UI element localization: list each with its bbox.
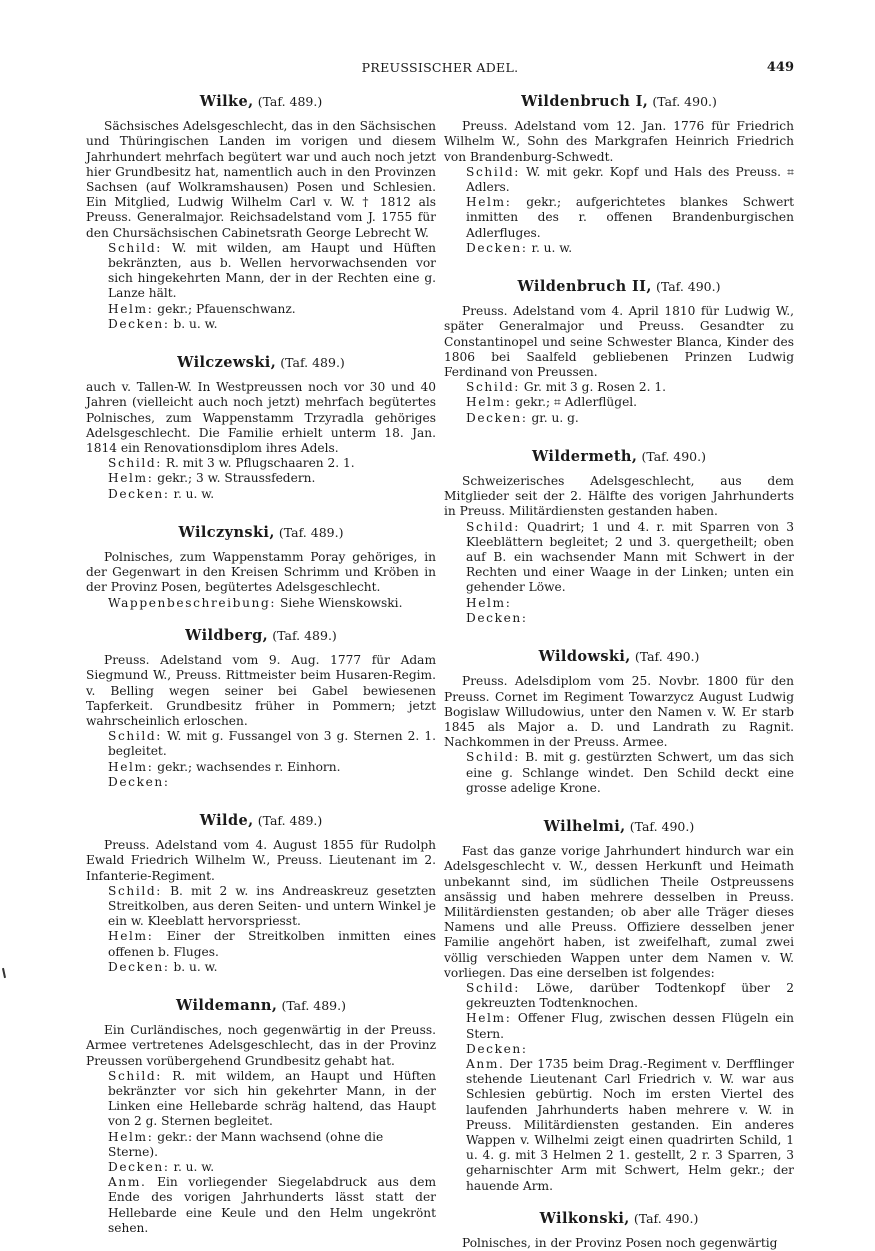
entry-text: Preuss. Adelstand vom 4. April 1810 für Ludwig W., später Generalmajor und Preuss. Gesandter zu Constantinopel und seine Schwester Blanca, Kinder des 1806 bei Saalfeld gebliebenen Prinzen Ludwig Ferdinand von Preussen. [444, 304, 794, 380]
entry-plate-ref: (Taf. 489.) [280, 355, 345, 371]
entry-name: Wilhelmi, [543, 817, 626, 835]
entry-text: Preuss. Adelstand vom 9. Aug. 1777 für Adam Siegmund W., Preuss. Rittmeister beim Husaren-Regim. v. Belling wegen seiner bei Gabel bewiesenen Tapferkeit. Grundbesitz früher in Pommern; jetzt wahrscheinlich erloschen. [86, 653, 436, 728]
entry-name: Wildemann, [176, 996, 278, 1014]
entry-plate-ref: (Taf. 489.) [257, 94, 323, 109]
note-text: Der 1735 beim Drag.-Regiment v. Derfflinger stehende Lieutenant Carl Friedrich v. W. war aus Schlesien gebürtig. Noch im ersten Viertel des laufenden Jahrhunderts haben mehrere v. W. in Preuss. Militärdiensten gestanden. Ein anderes Wappen v. Wilhelmi zeigt einen quadrirten Schild, 1 u. 4. g. mit 3 Helmen 2 1. gestellt, 2 r. 3 Sparren, 3 geharnischter Arm mit Schwert, Helm gekr.; der hauende Arm. [466, 1056, 794, 1193]
label-helm: Helm: [466, 395, 512, 410]
decken-line [108, 775, 436, 790]
shield-line [108, 456, 436, 471]
entry-name: Wilczewski, [177, 354, 277, 372]
entry-name: Wildenbruch I, [521, 93, 649, 110]
label-decken: Decken: [466, 1041, 528, 1056]
entry-text: Ein Curländisches, noch gegenwärtig in der Preuss. Armee vertretenes Adelsgeschlecht, das in der Provinz Preussen vorübergehend Grundbesitz gehabt hat. [86, 1023, 436, 1068]
entry-plate-ref: (Taf. 490.) [655, 279, 721, 295]
label-decken: Decken: [466, 610, 528, 625]
label-helm: Helm: [466, 595, 512, 610]
shield-text: Quadrirt; 1 und 4. r. mit Sparren von 3 Kleeblättern begleitet; 2 und 3. quergetheilt; oben auf B. ein wachsender Mann mit Schwert in der Rechten und einer Waage in der Linken; unten ein gehender Löwe. [466, 519, 794, 595]
label-anm: Anm. [108, 1175, 147, 1190]
decken-line [466, 241, 794, 256]
entry-wildenbruch-2 [444, 279, 794, 426]
entry-wildermeth [444, 449, 794, 626]
arms-description-text: Siehe Wienskowski. [279, 595, 403, 610]
note-line [466, 1057, 794, 1194]
entry-plate-ref: (Taf. 489.) [278, 524, 344, 540]
entry-heading [86, 94, 436, 110]
entry-wilke [86, 94, 436, 332]
label-schild: Schild: [108, 456, 162, 471]
label-helm: Helm: [466, 195, 512, 210]
label-decken: Decken: [466, 240, 528, 255]
entry-text: Polnisches, in der Provinz Posen noch gegenwärtig [462, 1236, 778, 1250]
entry-name: Wildowski, [538, 648, 631, 666]
entry-name: Wildberg, [185, 626, 269, 644]
entry-text: Preuss. Adelsdiplom vom 25. Novbr. 1800 für den Preuss. Cornet im Regiment Towarzycz August Ludwig Bogislaw Willudowius, unter den Namen v. W. Er starb 1845 als Major a. D. und Landrath zu Ragnit. Nachkommen in der Preuss. Armee. [444, 674, 794, 750]
label-helm: Helm: [108, 301, 154, 316]
helm-text: gekr.; Pfauenschwanz. [157, 301, 296, 316]
helm-text: gekr.; wachsendes r. Einhorn. [157, 759, 341, 774]
left-column [86, 92, 436, 1236]
entry-wilkonski [444, 1211, 794, 1251]
entry-text: Fast das ganze vorige Jahrhundert hindurch war ein Adelsgeschlecht v. W., dessen Herkunft und Heimath unbekannt sind, im südlichen Theile Ostpreussens ansässig und haben mehrere desselben in Preuss. Militärdiensten gestanden; ob aber alle Träger dieses Namens und alle Preuss. Offiziere desselben jener Familie angehört haben, ist zweifelhaft, zumal zwei völlig verschieden Wappen unter dem Namen v. W. vorliegen. Das eine derselben ist folgendes: [444, 844, 794, 980]
helm-line [466, 596, 794, 611]
entry-heading [86, 628, 436, 644]
label-schild: Schild: [108, 1068, 162, 1083]
entry-wildowski [444, 649, 794, 796]
entry-name: Wilde, [199, 811, 254, 829]
label-schild: Schild: [108, 883, 162, 898]
entry-name: Wildenbruch II, [517, 278, 652, 296]
entry-heading [444, 94, 794, 110]
label-decken: Decken: [108, 486, 170, 501]
decken-line [466, 1042, 794, 1057]
entry-plate-ref: (Taf. 490.) [652, 94, 717, 109]
note-line [108, 1175, 436, 1236]
entry-text: Polnisches, zum Wappenstamm Poray gehöriges, in der Gegenwart in den Kreisen Schrimm und Kröben in der Provinz Posen, begütertes Adelsgeschlecht. [86, 550, 436, 595]
shield-line [108, 241, 436, 302]
helm-text: gekr.: der Mann wachsend (ohne die Sterne). [108, 1129, 384, 1159]
label-helm: Helm: [108, 471, 154, 486]
entry-plate-ref: (Taf. 489.) [257, 812, 323, 828]
decken-text: r. u. w. [173, 486, 215, 501]
entry-plate-ref: (Taf. 490.) [641, 448, 706, 464]
shield-text: W. mit wilden, am Haupt und Hüften bekränzten, aus b. Wellen hervorwachsenden vor sich hingekehrten Mann, der in der Rechten eine g. Lanze hält. [108, 240, 436, 301]
label-anm: Anm. [466, 1056, 505, 1071]
shield-line [466, 165, 794, 195]
entry-plate-ref: (Taf. 490.) [629, 818, 695, 834]
helm-line [466, 395, 794, 410]
entry-heading [444, 279, 794, 295]
entry-wildemann [86, 998, 436, 1236]
entry-text: Schweizerisches Adelsgeschlecht, aus dem Mitglieder seit der 2. Hälfte des vorigen Jahrhunderts in Preuss. Militärdiensten gestanden haben. [444, 474, 794, 519]
helm-text: gekr.; 3 w. Straussfedern. [157, 471, 316, 486]
entry-text: Sächsisches Adelsgeschlecht, das in den Sächsischen und Thüringischen Landen im vorigen und diesem Jahrhundert mehrfach begütert war und auch noch jetzt hier Grundbesitz hat, namentlich auch in den Provinzen Sachsen (auf Wolkramshausen) Posen und Schlesien. Ein Mitglied, Ludwig Wilhelm Carl v. W. † 1812 als Preuss. Generalmajor. Reichsadelstand vom J. 1755 für den Chursächsischen Cabinetsrath George Lebrecht W. [86, 119, 436, 240]
decken-line [466, 611, 794, 626]
entry-name: Wildermeth, [532, 447, 638, 465]
decken-text: gr. u. g. [531, 410, 579, 425]
entry-heading [444, 1211, 794, 1227]
shield-text: Gr. mit 3 g. Rosen 2. 1. [523, 380, 667, 395]
helm-line [108, 929, 436, 959]
entry-plate-ref: (Taf. 490.) [634, 649, 700, 665]
entry-plate-ref: (Taf. 489.) [281, 997, 346, 1013]
right-column [444, 92, 794, 1251]
helm-text: Einer der Streitkolben inmitten eines offenen b. Fluges. [108, 929, 436, 959]
arms-description-line [108, 596, 436, 611]
shield-text: Löwe, darüber Todtenkopf über 2 gekreuzten Todtenknochen. [466, 980, 794, 1011]
decken-line [108, 487, 436, 502]
decken-line [466, 411, 794, 426]
shield-line [466, 981, 794, 1011]
helm-line [108, 302, 436, 317]
decken-line [108, 960, 436, 975]
entry-wilczynski [86, 525, 436, 611]
entry-wildenbruch-1 [444, 94, 794, 256]
entry-text: auch v. Tallen-W. In Westpreussen noch vor 30 und 40 Jahren (vielleicht auch noch jetzt) mehrfach begütertes Polnisches, zum Wappenstamm Trzyradla gehöriges Adelsgeschlecht. Die Familie erhielt unterm 18. Jan. 1814 ein Renovationsdiplom ihres Adels. [86, 380, 436, 456]
label-decken: Decken: [108, 1159, 170, 1174]
decken-text: r. u. w. [173, 1159, 215, 1174]
label-decken: Decken: [466, 410, 528, 425]
entry-plate-ref: (Taf. 489.) [272, 627, 337, 643]
entry-wilde [86, 813, 436, 975]
page-number: 449 [766, 60, 794, 75]
entry-name: Wilczynski, [178, 523, 275, 541]
label-schild: Schild: [108, 729, 162, 744]
shield-text: R. mit wildem, an Haupt und Hüften bekränzter vor sich hin gekehrter Mann, in der Linken eine Hellebarde schräg haltend, das Haupt von 2 g. Sternen begleitet. [108, 1068, 437, 1129]
label-schild: Schild: [466, 750, 520, 765]
note-text: Ein vorliegender Siegelabdruck aus dem Ende des vorigen Jahrhunderts lässt statt der Hellebarde eine Keule und den Helm ungekrönt sehen. [108, 1175, 436, 1235]
label-schild: Schild: [466, 980, 520, 995]
decken-line [108, 1160, 436, 1175]
entry-plate-ref: (Taf. 490.) [633, 1210, 699, 1226]
shield-text: B. mit 2 w. ins Andreaskreuz gesetzten Streitkolben, aus deren Seiten- und untern Winkel je ein w. Kleeblatt hervorspriesst. [108, 883, 437, 929]
label-wappenbeschreibung: Wappenbeschreibung: [108, 595, 277, 610]
entry-heading [86, 813, 436, 829]
entry-heading [444, 649, 794, 665]
margin-mark [2, 968, 6, 978]
label-helm: Helm: [466, 1011, 512, 1026]
shield-line [466, 380, 794, 395]
helm-text: gekr.; ⌗ Adlerflügel. [515, 395, 638, 410]
entry-wilczewski [86, 355, 436, 502]
helm-text: gekr.; aufgerichtetes blankes Schwert inmitten des r. offenen Brandenburgischen Adlerfluges. [466, 195, 795, 240]
entry-heading [86, 355, 436, 371]
shield-text: R. mit 3 w. Pflugschaaren 2. 1. [165, 456, 355, 471]
entry-wildberg [86, 628, 436, 790]
decken-text: b. u. w. [173, 959, 218, 974]
label-helm: Helm: [108, 929, 154, 944]
entry-heading [86, 525, 436, 541]
label-schild: Schild: [466, 380, 520, 395]
helm-line [108, 1130, 436, 1160]
label-helm: Helm: [108, 759, 154, 774]
entry-heading [444, 819, 794, 835]
shield-text: B. mit g. gestürzten Schwert, um das sich eine g. Schlange windet. Den Schild deckt eine grosse adelige Krone. [466, 750, 795, 795]
running-head [86, 60, 794, 80]
entry-text: Preuss. Adelstand vom 4. August 1855 für Rudolph Ewald Friedrich Wilhelm W., Preuss. Lieutenant im 2. Infanterie-Regiment. [86, 838, 436, 883]
shield-line [108, 729, 436, 759]
decken-line [108, 317, 436, 332]
entry-name: Wilke, [199, 93, 254, 110]
shield-text: W. mit g. Fussangel von 3 g. Sternen 2. 1. begleitet. [108, 729, 437, 759]
decken-text: r. u. w. [531, 240, 573, 255]
shield-line [466, 750, 794, 796]
entry-name: Wilkonski, [539, 1209, 630, 1227]
decken-text: b. u. w. [173, 316, 218, 331]
helm-line [108, 471, 436, 486]
entry-text: Preuss. Adelstand vom 12. Jan. 1776 für Friedrich Wilhelm W., Sohn des Markgrafen Heinrich Friedrich von Brandenburg-Schwedt. [444, 119, 794, 164]
entry-wilhelmi [444, 819, 794, 1194]
label-schild: Schild: [466, 519, 520, 534]
helm-line [108, 760, 436, 775]
helm-line [466, 195, 794, 241]
label-helm: Helm: [108, 1129, 154, 1144]
label-schild: Schild: [466, 164, 520, 179]
label-decken: Decken: [108, 959, 170, 974]
shield-text: W. mit gekr. Kopf und Hals des Preuss. ⌗ Adlers. [466, 164, 794, 195]
running-title: PREUSSISCHER ADEL. [361, 60, 519, 75]
helm-line [466, 1011, 794, 1041]
label-decken: Decken: [108, 774, 170, 789]
helm-text: Offener Flug, zwischen dessen Flügeln ein Stern. [466, 1011, 794, 1041]
entry-heading [86, 998, 436, 1014]
shield-line [108, 884, 436, 930]
label-decken: Decken: [108, 316, 170, 331]
shield-line [108, 1069, 436, 1130]
label-schild: Schild: [108, 240, 162, 255]
shield-line [466, 520, 794, 596]
entry-heading [444, 449, 794, 465]
